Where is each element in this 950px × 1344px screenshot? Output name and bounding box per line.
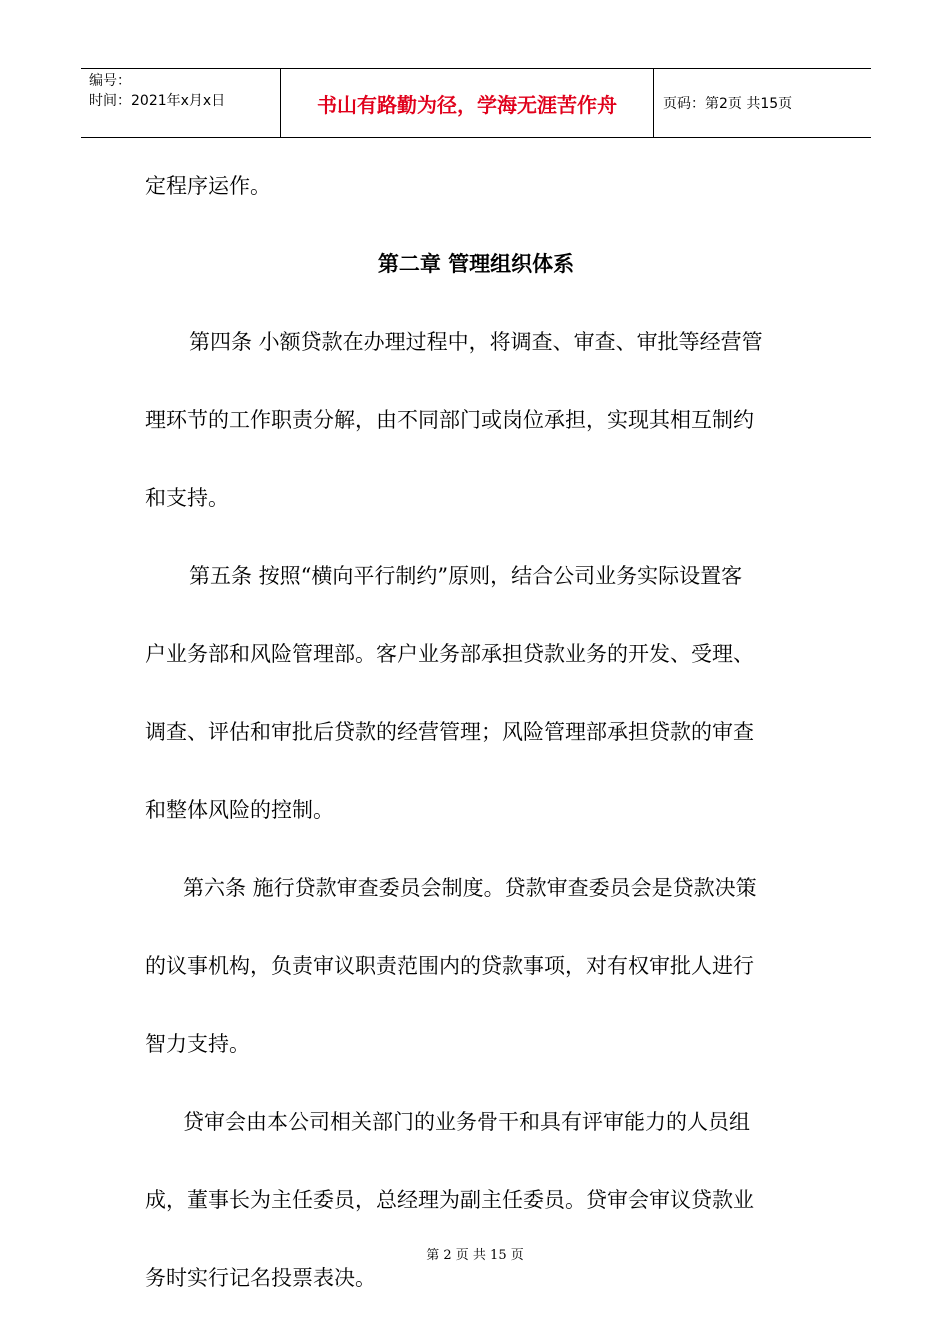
committee-line: 贷审会由本公司相关部门的业务骨干和具有评审能力的人员组 xyxy=(183,1110,750,1134)
article-4-line: 和支持。 xyxy=(145,486,229,510)
article-5-line: 调查、评估和审批后贷款的经营管理；风险管理部承担贷款的审查 xyxy=(145,720,754,744)
article-6-line: 智力支持。 xyxy=(145,1032,250,1056)
header-motto: 书山有路勤为径，学海无涯苦作舟 xyxy=(281,69,654,137)
page-footer: 第 2 页 共 15 页 xyxy=(426,1248,524,1263)
article-5-line: 户业务部和风险管理部。客户业务部承担贷款业务的开发、受理、 xyxy=(145,642,754,666)
document-body xyxy=(145,160,807,1304)
committee-line: 成，董事长为主任委员，总经理为副主任委员。贷审会审议贷款业 xyxy=(145,1188,754,1212)
article-6-line: 第六条 施行贷款审查委员会制度。贷款审查委员会是贷款决策 xyxy=(183,876,757,900)
article-5-line: 第五条 按照“横向平行制约”原则，结合公司业务实际设置客 xyxy=(189,564,743,588)
article-6-line: 的议事机构，负责审议职责范围内的贷款事项，对有权审批人进行 xyxy=(145,954,754,978)
page-header xyxy=(81,68,871,138)
article-5-line: 和整体风险的控制。 xyxy=(145,798,334,822)
document-number-label: 编号： xyxy=(89,73,131,89)
header-meta xyxy=(81,69,281,137)
paragraph-line: 定程序运作。 xyxy=(145,174,271,198)
article-4-line: 第四条 小额贷款在办理过程中，将调查、审查、审批等经营管 xyxy=(189,330,763,354)
document-date: 时间：2021年x月x日 xyxy=(89,93,226,109)
chapter-heading: 第二章 管理组织体系 xyxy=(377,252,575,276)
article-4-line: 理环节的工作职责分解，由不同部门或岗位承担，实现其相互制约 xyxy=(145,408,754,432)
header-page-info: 页码：第2页 共15页 xyxy=(663,96,793,112)
committee-line: 务时实行记名投票表决。 xyxy=(145,1266,376,1290)
